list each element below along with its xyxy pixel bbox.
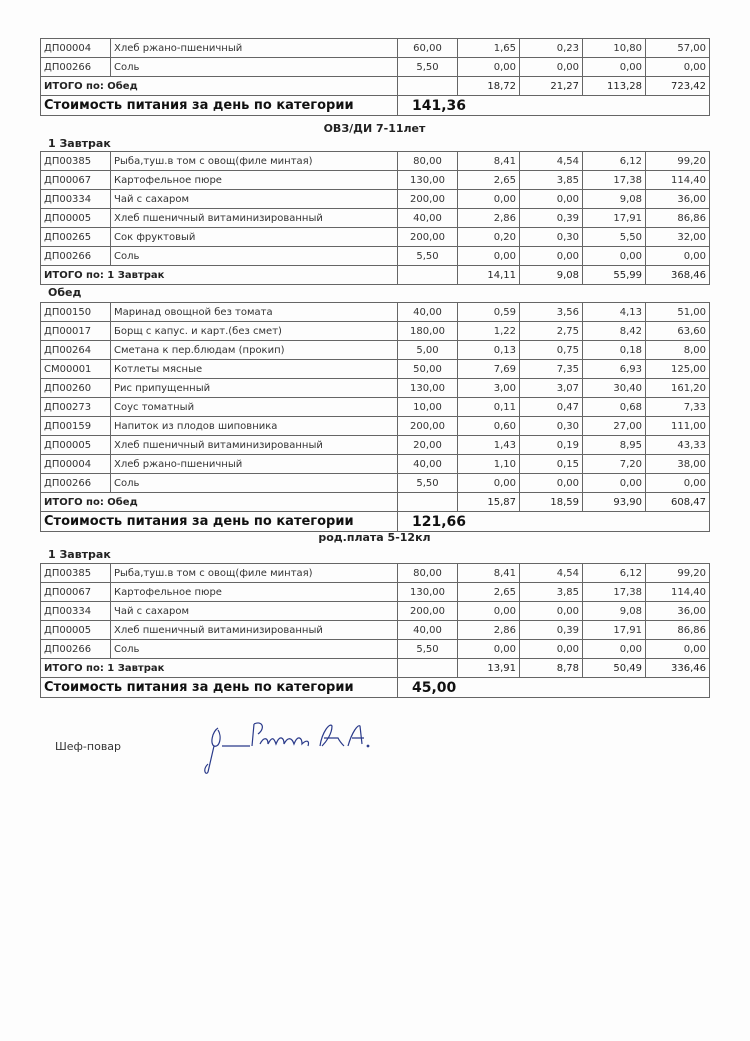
carbohydrates: 8,95 <box>583 436 646 455</box>
portion-weight: 5,50 <box>398 247 458 266</box>
calories: 43,33 <box>646 436 710 455</box>
fats: 0,39 <box>520 621 583 640</box>
calories: 111,00 <box>646 417 710 436</box>
carbohydrates: 6,93 <box>583 360 646 379</box>
proteins: 0,00 <box>458 58 520 77</box>
carbohydrates: 0,00 <box>583 247 646 266</box>
dish-code: ДП00260 <box>41 379 111 398</box>
dish-name: Чай с сахаром <box>111 190 398 209</box>
total-carbohydrates: 93,90 <box>583 493 646 512</box>
portion-weight: 50,00 <box>398 360 458 379</box>
carbohydrates: 17,91 <box>583 209 646 228</box>
total-fats: 9,08 <box>520 266 583 285</box>
carbohydrates: 30,40 <box>583 379 646 398</box>
dish-code: ДП00017 <box>41 322 111 341</box>
fats: 0,00 <box>520 474 583 493</box>
proteins: 2,86 <box>458 621 520 640</box>
portion-weight: 200,00 <box>398 417 458 436</box>
dish-code: ДП00385 <box>41 152 111 171</box>
table-row <box>41 209 710 228</box>
dish-code: ДП00159 <box>41 417 111 436</box>
daily-cost-value: 45,00 <box>398 678 520 698</box>
dish-code: ДП00266 <box>41 58 111 77</box>
fats: 3,56 <box>520 303 583 322</box>
fats: 4,54 <box>520 564 583 583</box>
dish-code: ДП00004 <box>41 39 111 58</box>
proteins: 0,00 <box>458 640 520 659</box>
calories: 114,40 <box>646 171 710 190</box>
dish-code: ДП00004 <box>41 455 111 474</box>
calories: 57,00 <box>646 39 710 58</box>
dish-name: Соль <box>111 474 398 493</box>
table-row <box>41 341 710 360</box>
total-label: ИТОГО по: Обед <box>41 493 398 512</box>
dish-name: Рыба,туш.в том с овощ(филе минтая) <box>111 152 398 171</box>
table-row <box>41 303 710 322</box>
total-calories: 336,46 <box>646 659 710 678</box>
portion-weight: 200,00 <box>398 602 458 621</box>
fats: 3,85 <box>520 583 583 602</box>
calories: 99,20 <box>646 564 710 583</box>
total-label: ИТОГО по: Обед <box>41 77 398 96</box>
table-row <box>41 583 710 602</box>
calories: 51,00 <box>646 303 710 322</box>
fats: 3,07 <box>520 379 583 398</box>
carbohydrates: 7,20 <box>583 455 646 474</box>
portion-weight: 80,00 <box>398 152 458 171</box>
dish-code: ДП00334 <box>41 190 111 209</box>
carbohydrates: 8,42 <box>583 322 646 341</box>
carbohydrates: 6,12 <box>583 564 646 583</box>
table-row <box>41 602 710 621</box>
dish-name: Напиток из плодов шиповника <box>111 417 398 436</box>
total-fats: 8,78 <box>520 659 583 678</box>
calories: 8,00 <box>646 341 710 360</box>
fats: 7,35 <box>520 360 583 379</box>
carbohydrates: 0,18 <box>583 341 646 360</box>
carbohydrates: 27,00 <box>583 417 646 436</box>
menu-table <box>40 38 709 116</box>
proteins: 0,00 <box>458 474 520 493</box>
table-row <box>41 322 710 341</box>
calories: 114,40 <box>646 583 710 602</box>
calories: 0,00 <box>646 58 710 77</box>
carbohydrates: 0,00 <box>583 58 646 77</box>
proteins: 1,22 <box>458 322 520 341</box>
meal-label: Обед <box>48 286 82 299</box>
table-row <box>41 564 710 583</box>
proteins: 0,11 <box>458 398 520 417</box>
fats: 0,00 <box>520 58 583 77</box>
table-row <box>41 190 710 209</box>
portion-weight: 5,50 <box>398 474 458 493</box>
menu-table <box>40 151 709 285</box>
portion-weight: 40,00 <box>398 303 458 322</box>
proteins: 1,43 <box>458 436 520 455</box>
table-row <box>41 398 710 417</box>
calories: 7,33 <box>646 398 710 417</box>
portion-weight: 5,50 <box>398 640 458 659</box>
proteins: 0,00 <box>458 190 520 209</box>
proteins: 0,00 <box>458 602 520 621</box>
dish-code: ДП00266 <box>41 474 111 493</box>
carbohydrates: 0,00 <box>583 474 646 493</box>
calories: 0,00 <box>646 474 710 493</box>
total-calories: 723,42 <box>646 77 710 96</box>
proteins: 7,69 <box>458 360 520 379</box>
dish-name: Котлеты мясные <box>111 360 398 379</box>
carbohydrates: 9,08 <box>583 602 646 621</box>
proteins: 3,00 <box>458 379 520 398</box>
portion-weight: 5,50 <box>398 58 458 77</box>
table-row <box>41 379 710 398</box>
carbohydrates: 4,13 <box>583 303 646 322</box>
table-row <box>41 436 710 455</box>
dish-name: Соль <box>111 247 398 266</box>
empty-cell <box>398 77 458 96</box>
dish-name: Борщ с капус. и карт.(без смет) <box>111 322 398 341</box>
fats: 0,19 <box>520 436 583 455</box>
calories: 161,20 <box>646 379 710 398</box>
dish-name: Маринад овощной без томата <box>111 303 398 322</box>
menu-table <box>40 302 709 532</box>
portion-weight: 40,00 <box>398 621 458 640</box>
calories: 36,00 <box>646 190 710 209</box>
empty-cell <box>398 659 458 678</box>
proteins: 8,41 <box>458 152 520 171</box>
fats: 0,47 <box>520 398 583 417</box>
dish-code: ДП00005 <box>41 621 111 640</box>
carbohydrates: 0,00 <box>583 640 646 659</box>
total-proteins: 15,87 <box>458 493 520 512</box>
total-fats: 18,59 <box>520 493 583 512</box>
fats: 0,39 <box>520 209 583 228</box>
calories: 99,20 <box>646 152 710 171</box>
daily-cost-label: Стоимость питания за день по категории <box>41 512 398 532</box>
portion-weight: 200,00 <box>398 228 458 247</box>
portion-weight: 60,00 <box>398 39 458 58</box>
calories: 32,00 <box>646 228 710 247</box>
table-row <box>41 360 710 379</box>
carbohydrates: 10,80 <box>583 39 646 58</box>
fats: 0,75 <box>520 341 583 360</box>
dish-name: Хлеб пшеничный витаминизированный <box>111 436 398 455</box>
portion-weight: 40,00 <box>398 209 458 228</box>
daily-cost-row <box>41 678 710 698</box>
total-row <box>41 266 710 285</box>
portion-weight: 20,00 <box>398 436 458 455</box>
calories: 63,60 <box>646 322 710 341</box>
proteins: 2,86 <box>458 209 520 228</box>
table-row <box>41 474 710 493</box>
proteins: 1,65 <box>458 39 520 58</box>
chef-role-label: Шеф-повар <box>55 740 122 753</box>
carbohydrates: 5,50 <box>583 228 646 247</box>
carbohydrates: 17,91 <box>583 621 646 640</box>
total-fats: 21,27 <box>520 77 583 96</box>
total-proteins: 13,91 <box>458 659 520 678</box>
dish-code: ДП00264 <box>41 341 111 360</box>
fats: 0,30 <box>520 228 583 247</box>
carbohydrates: 9,08 <box>583 190 646 209</box>
chef-signature <box>198 716 388 776</box>
daily-cost-value: 121,66 <box>398 512 520 532</box>
fats: 0,23 <box>520 39 583 58</box>
calories: 0,00 <box>646 247 710 266</box>
portion-weight: 10,00 <box>398 398 458 417</box>
section-title: ОВЗ/ДИ 7-11лет <box>323 122 426 135</box>
total-proteins: 14,11 <box>458 266 520 285</box>
dish-name: Соль <box>111 58 398 77</box>
dish-code: ДП00334 <box>41 602 111 621</box>
fats: 0,00 <box>520 190 583 209</box>
total-row <box>41 493 710 512</box>
carbohydrates: 17,38 <box>583 171 646 190</box>
fats: 0,00 <box>520 602 583 621</box>
daily-cost-label: Стоимость питания за день по категории <box>41 678 398 698</box>
dish-code: ДП00273 <box>41 398 111 417</box>
dish-name: Хлеб ржано-пшеничный <box>111 39 398 58</box>
total-carbohydrates: 55,99 <box>583 266 646 285</box>
empty-cell <box>398 493 458 512</box>
total-proteins: 18,72 <box>458 77 520 96</box>
table-row <box>41 640 710 659</box>
dish-code: ДП00067 <box>41 583 111 602</box>
dish-name: Хлеб ржано-пшеничный <box>111 455 398 474</box>
dish-name: Соус томатный <box>111 398 398 417</box>
daily-cost-row <box>41 512 710 532</box>
portion-weight: 80,00 <box>398 564 458 583</box>
fats: 0,30 <box>520 417 583 436</box>
menu-table <box>40 563 709 698</box>
proteins: 0,00 <box>458 247 520 266</box>
dish-name: Сок фруктовый <box>111 228 398 247</box>
total-calories: 608,47 <box>646 493 710 512</box>
carbohydrates: 17,38 <box>583 583 646 602</box>
fats: 4,54 <box>520 152 583 171</box>
meal-label: 1 Завтрак <box>48 137 111 150</box>
dish-name: Чай с сахаром <box>111 602 398 621</box>
total-label: ИТОГО по: 1 Завтрак <box>41 266 398 285</box>
dish-code: СМ00001 <box>41 360 111 379</box>
daily-cost-row <box>41 96 710 116</box>
dish-code: ДП00385 <box>41 564 111 583</box>
dish-code: ДП00005 <box>41 209 111 228</box>
dish-name: Сметана к пер.блюдам (прокип) <box>111 341 398 360</box>
table-row <box>41 152 710 171</box>
calories: 36,00 <box>646 602 710 621</box>
fats: 0,15 <box>520 455 583 474</box>
total-carbohydrates: 50,49 <box>583 659 646 678</box>
dish-name: Рыба,туш.в том с овощ(филе минтая) <box>111 564 398 583</box>
proteins: 0,13 <box>458 341 520 360</box>
meal-label: 1 Завтрак <box>48 548 111 561</box>
portion-weight: 180,00 <box>398 322 458 341</box>
table-row <box>41 621 710 640</box>
dish-code: ДП00266 <box>41 640 111 659</box>
calories: 38,00 <box>646 455 710 474</box>
empty-cell <box>520 512 710 532</box>
dish-name: Рис припущенный <box>111 379 398 398</box>
total-carbohydrates: 113,28 <box>583 77 646 96</box>
calories: 86,86 <box>646 621 710 640</box>
table-row <box>41 39 710 58</box>
proteins: 0,59 <box>458 303 520 322</box>
dish-code: ДП00265 <box>41 228 111 247</box>
dish-name: Картофельное пюре <box>111 583 398 602</box>
portion-weight: 130,00 <box>398 379 458 398</box>
total-calories: 368,46 <box>646 266 710 285</box>
proteins: 8,41 <box>458 564 520 583</box>
carbohydrates: 6,12 <box>583 152 646 171</box>
dish-code: ДП00150 <box>41 303 111 322</box>
total-row <box>41 77 710 96</box>
empty-cell <box>398 266 458 285</box>
table-row <box>41 417 710 436</box>
table-row <box>41 455 710 474</box>
dish-name: Картофельное пюре <box>111 171 398 190</box>
table-row <box>41 247 710 266</box>
dish-code: ДП00005 <box>41 436 111 455</box>
fats: 2,75 <box>520 322 583 341</box>
proteins: 0,60 <box>458 417 520 436</box>
total-label: ИТОГО по: 1 Завтрак <box>41 659 398 678</box>
dish-code: ДП00266 <box>41 247 111 266</box>
daily-cost-label: Стоимость питания за день по категории <box>41 96 398 116</box>
portion-weight: 40,00 <box>398 455 458 474</box>
proteins: 2,65 <box>458 583 520 602</box>
table-row <box>41 171 710 190</box>
portion-weight: 5,00 <box>398 341 458 360</box>
dish-name: Хлеб пшеничный витаминизированный <box>111 621 398 640</box>
proteins: 0,20 <box>458 228 520 247</box>
fats: 0,00 <box>520 247 583 266</box>
section-title: род.плата 5-12кл <box>318 531 431 544</box>
dish-name: Хлеб пшеничный витаминизированный <box>111 209 398 228</box>
fats: 0,00 <box>520 640 583 659</box>
proteins: 1,10 <box>458 455 520 474</box>
calories: 0,00 <box>646 640 710 659</box>
table-row <box>41 58 710 77</box>
total-row <box>41 659 710 678</box>
portion-weight: 130,00 <box>398 583 458 602</box>
empty-cell <box>520 678 710 698</box>
calories: 125,00 <box>646 360 710 379</box>
empty-cell <box>520 96 710 116</box>
portion-weight: 200,00 <box>398 190 458 209</box>
portion-weight: 130,00 <box>398 171 458 190</box>
proteins: 2,65 <box>458 171 520 190</box>
fats: 3,85 <box>520 171 583 190</box>
table-row <box>41 228 710 247</box>
carbohydrates: 0,68 <box>583 398 646 417</box>
dish-code: ДП00067 <box>41 171 111 190</box>
calories: 86,86 <box>646 209 710 228</box>
daily-cost-value: 141,36 <box>398 96 520 116</box>
dish-name: Соль <box>111 640 398 659</box>
